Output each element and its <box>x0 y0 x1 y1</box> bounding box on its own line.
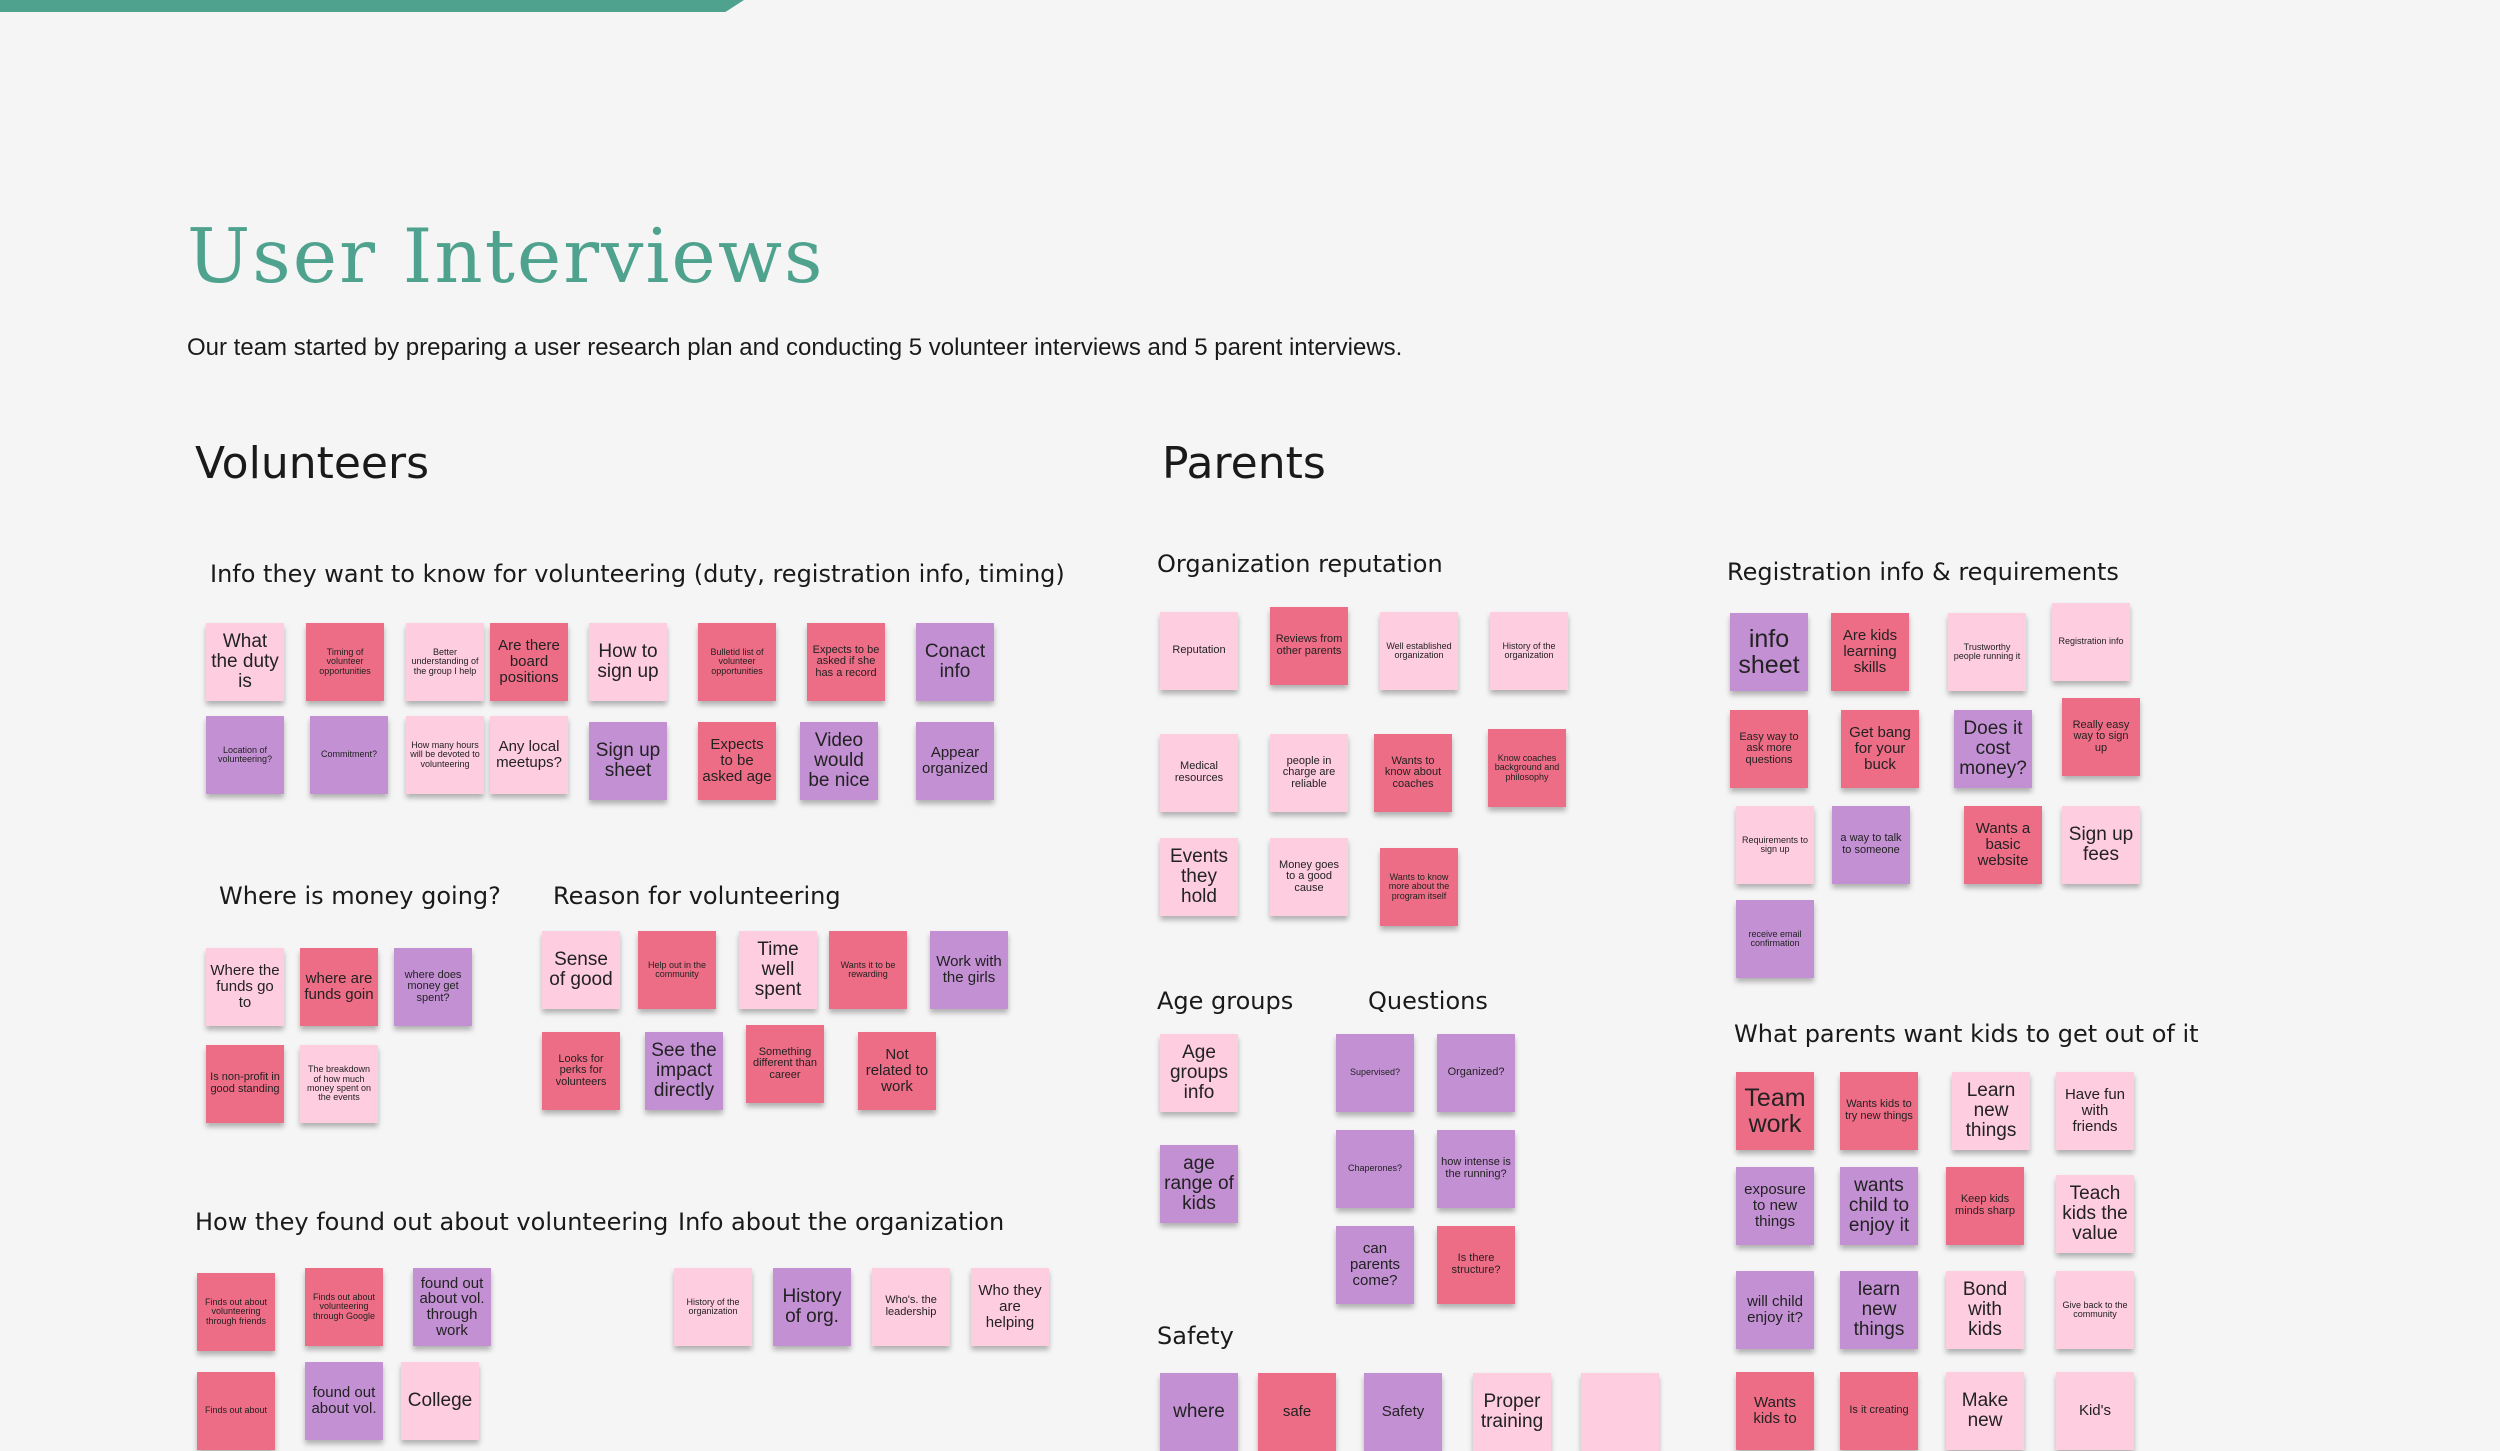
sticky-note: Looks for perks for volunteers <box>542 1032 620 1110</box>
sticky-note: found out about vol. through work <box>413 1268 491 1346</box>
sticky-note: See the impact directly <box>645 1032 723 1110</box>
sticky-note: age range of kids <box>1160 1145 1238 1223</box>
page-title: User Interviews <box>187 212 825 300</box>
sticky-note: Timing of volunteer opportunities <box>306 623 384 701</box>
sticky-note: Does it cost money? <box>1954 710 2032 788</box>
sticky-note: History of org. <box>773 1268 851 1346</box>
sticky-note: Finds out about <box>197 1372 275 1450</box>
sticky-note: Events they hold <box>1160 838 1238 916</box>
sticky-note: people in charge are reliable <box>1270 734 1348 812</box>
sticky-note: will child enjoy it? <box>1736 1271 1814 1349</box>
sticky-note: Are kids learning skills <box>1831 613 1909 691</box>
sticky-note: Registration info <box>2052 603 2130 681</box>
sticky-note: Age groups info <box>1160 1034 1238 1112</box>
sticky-note: Medical resources <box>1160 734 1238 812</box>
sticky-note: History of the organization <box>674 1268 752 1346</box>
sticky-note: Location of volunteering? <box>206 716 284 794</box>
sticky-note: Organized? <box>1437 1034 1515 1112</box>
sticky-note: College <box>401 1362 479 1440</box>
sticky-note: Kid's <box>2056 1372 2134 1450</box>
sticky-note: Sign up sheet <box>589 722 667 800</box>
sticky-note: Wants to know about coaches <box>1374 734 1452 812</box>
sticky-note: Have fun with friends <box>2056 1072 2134 1150</box>
sticky-note: how intense is the running? <box>1437 1130 1515 1208</box>
sticky-note: How many hours will be devoted to volunteering <box>406 716 484 794</box>
sticky-note: where are funds goin <box>300 948 378 1026</box>
sticky-note: safe <box>1258 1373 1336 1451</box>
sticky-note: Know coaches background and philosophy <box>1488 729 1566 807</box>
sticky-note: Finds out about volunteering through Google <box>305 1268 383 1346</box>
sticky-note: Wants a basic website <box>1964 806 2042 884</box>
sticky-note: Trustworthy people running it <box>1948 613 2026 691</box>
sticky-note: receive email confirmation <box>1736 900 1814 978</box>
sticky-note: learn new things <box>1840 1271 1918 1349</box>
group-heading: Info they want to know for volunteering (duty, registration info, timing) <box>210 560 1065 588</box>
sticky-note: How to sign up <box>589 623 667 701</box>
sticky-note: Wants to know more about the program itself <box>1380 848 1458 926</box>
group-heading: Registration info & requirements <box>1727 558 2119 586</box>
sticky-note: Supervised? <box>1336 1034 1414 1112</box>
sticky-note: Requirements to sign up <box>1736 806 1814 884</box>
sticky-note: Help out in the community <box>638 931 716 1009</box>
sticky-note: found out about vol. <box>305 1362 383 1440</box>
sticky-note: Get bang for your buck <box>1841 710 1919 788</box>
group-heading: What parents want kids to get out of it <box>1734 1020 2199 1048</box>
sticky-note: Team work <box>1736 1072 1814 1150</box>
sticky-note: Appear organized <box>916 722 994 800</box>
sticky-note: The breakdown of how much money spent on the events <box>300 1045 378 1123</box>
sticky-note: Is there structure? <box>1437 1226 1515 1304</box>
sticky-note: Really easy way to sign up <box>2062 698 2140 776</box>
sticky-note: Chaperones? <box>1336 1130 1414 1208</box>
accent-bar <box>0 0 744 12</box>
sticky-note: a way to talk to someone <box>1832 806 1910 884</box>
sticky-note: Wants it to be rewarding <box>829 931 907 1009</box>
sticky-note: Easy way to ask more questions <box>1730 710 1808 788</box>
sticky-note: exposure to new things <box>1736 1167 1814 1245</box>
sticky-note: Who's. the leadership <box>872 1268 950 1346</box>
page-subtitle: Our team started by preparing a user research plan and conducting 5 volunteer interviews and 5 parent interviews. <box>187 334 1403 361</box>
sticky-note <box>1581 1373 1659 1451</box>
sticky-note: Work with the girls <box>930 931 1008 1009</box>
group-heading: Reason for volunteering <box>553 882 841 910</box>
group-heading: How they found out about volunteering <box>195 1208 669 1236</box>
sticky-note: where does money get spent? <box>394 948 472 1026</box>
sticky-note: Something different than career <box>746 1025 824 1103</box>
group-heading: Where is money going? <box>219 882 501 910</box>
sticky-note: Video would be nice <box>800 722 878 800</box>
sticky-note: Time well spent <box>739 931 817 1009</box>
sticky-note: Any local meetups? <box>490 716 568 794</box>
sticky-note: Bond with kids <box>1946 1271 2024 1349</box>
sticky-note: info sheet <box>1730 613 1808 691</box>
sticky-note: History of the organization <box>1490 612 1568 690</box>
group-heading: Info about the organization <box>678 1208 1005 1236</box>
sticky-note: Conact info <box>916 623 994 701</box>
sticky-note: Reputation <box>1160 612 1238 690</box>
sticky-note: Make new <box>1946 1372 2024 1450</box>
sticky-note: Money goes to a good cause <box>1270 838 1348 916</box>
group-heading: Organization reputation <box>1157 550 1443 578</box>
sticky-note: wants child to enjoy it <box>1840 1167 1918 1245</box>
sticky-note: can parents come? <box>1336 1226 1414 1304</box>
sticky-note: Wants kids to <box>1736 1372 1814 1450</box>
volunteers-heading: Volunteers <box>195 438 430 489</box>
sticky-note: Sign up fees <box>2062 806 2140 884</box>
sticky-note: Are there board positions <box>490 623 568 701</box>
group-heading: Questions <box>1368 987 1488 1015</box>
sticky-note: Who they are helping <box>971 1268 1049 1346</box>
sticky-note: Where the funds go to <box>206 948 284 1026</box>
group-heading: Age groups <box>1157 987 1294 1015</box>
sticky-note: Is it creating <box>1840 1372 1918 1450</box>
sticky-note: Wants kids to try new things <box>1840 1072 1918 1150</box>
sticky-note: Expects to be asked if she has a record <box>807 623 885 701</box>
sticky-note: Teach kids the value <box>2056 1175 2134 1253</box>
sticky-note: What the duty is <box>206 623 284 701</box>
group-heading: Safety <box>1157 1322 1234 1350</box>
sticky-note: Well established organization <box>1380 612 1458 690</box>
parents-heading: Parents <box>1162 438 1326 489</box>
sticky-note: Give back to the community <box>2056 1271 2134 1349</box>
sticky-note: Commitment? <box>310 716 388 794</box>
sticky-note: Expects to be asked age <box>698 722 776 800</box>
sticky-note: Is non-profit in good standing <box>206 1045 284 1123</box>
sticky-note: where <box>1160 1373 1238 1451</box>
sticky-note: Better understanding of the group I help <box>406 623 484 701</box>
sticky-note: Keep kids minds sharp <box>1946 1167 2024 1245</box>
sticky-note: Not related to work <box>858 1032 936 1110</box>
sticky-note: Bulletid list of volunteer opportunities <box>698 623 776 701</box>
sticky-note: Finds out about volunteering through friends <box>197 1273 275 1351</box>
sticky-note: Proper training <box>1473 1373 1551 1451</box>
sticky-note: Sense of good <box>542 931 620 1009</box>
sticky-note: Safety <box>1364 1373 1442 1451</box>
sticky-note: Learn new things <box>1952 1072 2030 1150</box>
sticky-note: Reviews from other parents <box>1270 607 1348 685</box>
